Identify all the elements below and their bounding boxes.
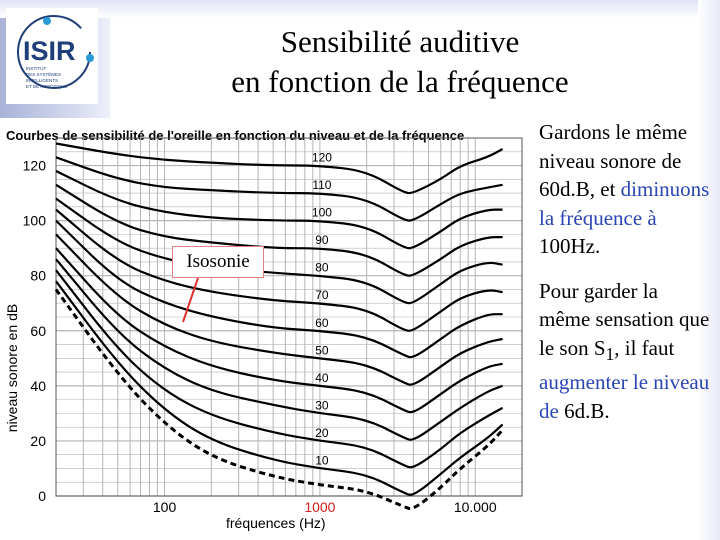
logo-text: ISIR	[23, 36, 76, 66]
curve-label-10: 10	[315, 453, 329, 468]
paragraph-1-part-1: Gardons le même niveau sonore de 60d.B, et	[539, 120, 688, 201]
y-axis-label: niveau sonore en dB	[4, 303, 20, 433]
y-tick-0: 0	[38, 488, 46, 504]
chart-background	[0, 118, 530, 540]
x-tick-100: 100	[152, 499, 177, 515]
y-tick-80: 80	[30, 267, 46, 284]
curve-label-60: 60	[315, 315, 329, 330]
curve-label-30: 30	[315, 398, 329, 413]
logo-caption-3: INTELLIGENTS	[26, 78, 59, 83]
curve-label-80: 80	[315, 260, 329, 275]
y-tick-60: 60	[30, 322, 46, 339]
curve-label-50: 50	[315, 343, 329, 358]
y-tick-120: 120	[22, 157, 46, 174]
curve-label-120: 120	[311, 150, 332, 165]
curve-label-100: 100	[311, 205, 332, 220]
side-text	[539, 118, 714, 441]
paragraph-2-highlight: augmenter le niveau de	[539, 370, 710, 423]
logo-dot-top	[43, 17, 51, 25]
slide-title	[150, 22, 650, 102]
logo-caption-1: INSTITUT	[26, 66, 47, 71]
paragraph-2-part-1: Pour garder la même sensation que le son S	[539, 278, 710, 360]
curve-label-40: 40	[315, 370, 329, 385]
isosonie-callout: Isosonie	[172, 246, 264, 278]
paragraph-2-part-2: , il faut	[614, 335, 675, 360]
top-gradient-band	[0, 0, 720, 18]
curve-label-20: 20	[315, 425, 329, 440]
paragraph-1	[539, 118, 714, 261]
curve-label-110: 110	[312, 178, 332, 193]
curve-label-90: 90	[315, 233, 329, 248]
y-tick-40: 40	[30, 377, 46, 394]
slide-title-line-1: Sensibilité auditive	[280, 24, 520, 59]
isir-logo	[6, 8, 98, 104]
logo-dot-right	[86, 54, 94, 62]
paragraph-2-subscript: 1	[605, 343, 615, 364]
isophonic-chart	[0, 118, 530, 540]
logo-caption-4: ET DE ROBOTIQUE	[26, 84, 68, 89]
paragraph-1-highlight: diminuons la fréquence à	[539, 177, 710, 230]
y-tick-20: 20	[30, 432, 46, 449]
logo-caption-2: DES SYSTÈMES	[26, 72, 62, 77]
paragraph-1-part-3: 100Hz.	[539, 234, 601, 258]
slide-title-line-2: en fonction de la fréquence	[231, 64, 569, 99]
chart-title: Courbes de sensibilité de l'oreille en fonction du niveau et de la fréquence	[6, 128, 465, 143]
x-tick-1000: 1000	[304, 499, 336, 515]
x-axis-label: fréquences (Hz)	[226, 515, 326, 531]
paragraph-2-part-4: 6d.B.	[558, 398, 610, 423]
y-tick-100: 100	[22, 212, 46, 229]
paragraph-2	[539, 277, 714, 426]
x-tick-10.000: 10.000	[453, 499, 497, 515]
curve-label-70: 70	[315, 288, 329, 303]
